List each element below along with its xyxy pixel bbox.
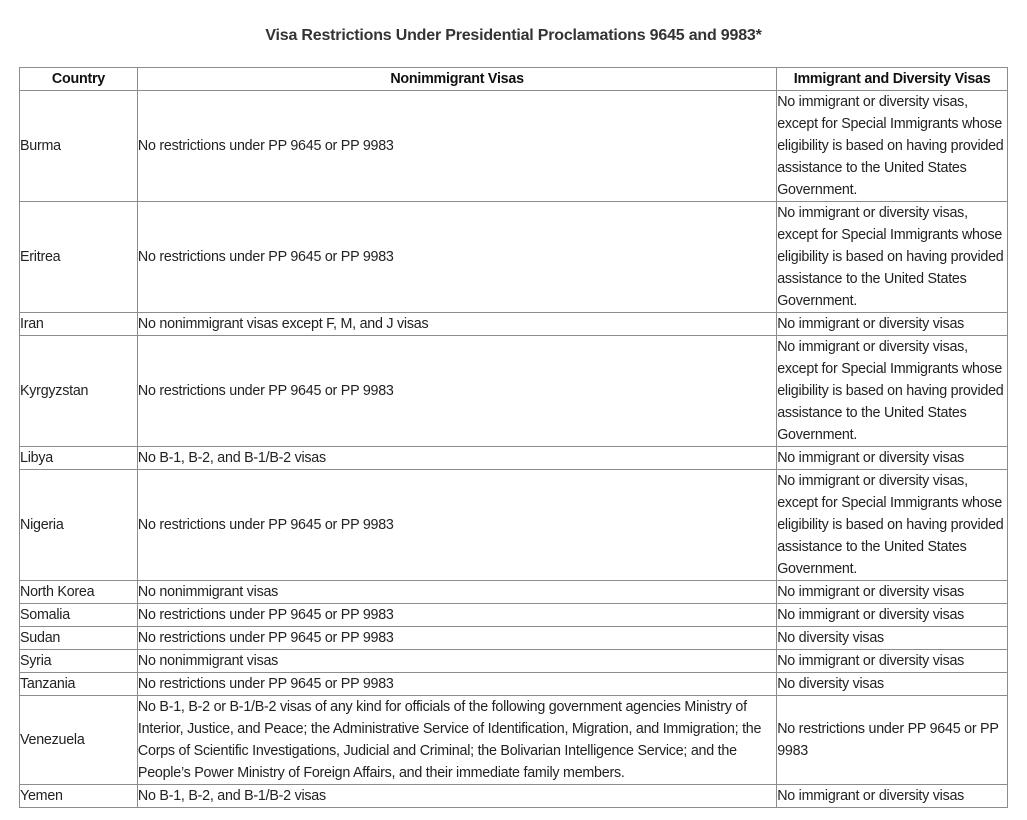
immigrant-cell: No immigrant or diversity visas — [777, 581, 1008, 604]
table-row — [20, 673, 1008, 696]
country-cell: Eritrea — [20, 202, 138, 313]
immigrant-cell: No immigrant or diversity visas — [777, 447, 1008, 470]
immigrant-cell: No restrictions under PP 9645 or PP 9983 — [777, 696, 1008, 785]
immigrant-cell: No immigrant or diversity visas — [777, 313, 1008, 336]
table-row — [20, 447, 1008, 470]
country-cell: Somalia — [20, 604, 138, 627]
table-row — [20, 202, 1008, 313]
immigrant-cell: No diversity visas — [777, 627, 1008, 650]
table-row — [20, 336, 1008, 447]
table-header-row — [20, 68, 1008, 91]
immigrant-cell: No diversity visas — [777, 673, 1008, 696]
table-row — [20, 785, 1008, 808]
country-cell: Libya — [20, 447, 138, 470]
nonimmigrant-cell: No nonimmigrant visas except F, M, and J visas — [137, 313, 776, 336]
country-cell: North Korea — [20, 581, 138, 604]
country-cell: Syria — [20, 650, 138, 673]
immigrant-cell: No immigrant or diversity visas, except for Special Immigrants whose eligibility is based on having provided assistance to the United States Government. — [777, 470, 1008, 581]
country-cell: Tanzania — [20, 673, 138, 696]
table-row — [20, 604, 1008, 627]
table-row — [20, 627, 1008, 650]
nonimmigrant-cell: No B-1, B-2, and B-1/B-2 visas — [137, 785, 776, 808]
immigrant-cell: No immigrant or diversity visas, except for Special Immigrants whose eligibility is based on having provided assistance to the United States Government. — [777, 91, 1008, 202]
table-row — [20, 650, 1008, 673]
country-cell: Burma — [20, 91, 138, 202]
table-row — [20, 696, 1008, 785]
country-cell: Nigeria — [20, 470, 138, 581]
header-country: Country — [20, 68, 138, 91]
nonimmigrant-cell: No restrictions under PP 9645 or PP 9983 — [137, 202, 776, 313]
country-cell: Sudan — [20, 627, 138, 650]
nonimmigrant-cell: No B-1, B-2, and B-1/B-2 visas — [137, 447, 776, 470]
table-row — [20, 313, 1008, 336]
header-nonimmigrant-visas: Nonimmigrant Visas — [137, 68, 776, 91]
nonimmigrant-cell: No B-1, B-2 or B-1/B-2 visas of any kind for officials of the following government agencies Ministry of Interior, Justice, and Peace; the Administrative Service of Identification, Migration, and Immigration; the Corps of Scientific Investigations, Judicial and Criminal; the Bolivarian Intelligence Service; and the People’s Power Ministry of Foreign Affairs, and their immediate family members. — [137, 696, 776, 785]
nonimmigrant-cell: No restrictions under PP 9645 or PP 9983 — [137, 627, 776, 650]
immigrant-cell: No immigrant or diversity visas — [777, 650, 1008, 673]
country-cell: Iran — [20, 313, 138, 336]
country-cell: Kyrgyzstan — [20, 336, 138, 447]
immigrant-cell: No immigrant or diversity visas, except for Special Immigrants whose eligibility is based on having provided assistance to the United States Government. — [777, 336, 1008, 447]
nonimmigrant-cell: No restrictions under PP 9645 or PP 9983 — [137, 604, 776, 627]
table-row — [20, 581, 1008, 604]
nonimmigrant-cell: No restrictions under PP 9645 or PP 9983 — [137, 336, 776, 447]
nonimmigrant-cell: No nonimmigrant visas — [137, 650, 776, 673]
nonimmigrant-cell: No restrictions under PP 9645 or PP 9983 — [137, 470, 776, 581]
immigrant-cell: No immigrant or diversity visas, except for Special Immigrants whose eligibility is based on having provided assistance to the United States Government. — [777, 202, 1008, 313]
nonimmigrant-cell: No restrictions under PP 9645 or PP 9983 — [137, 673, 776, 696]
page-title: Visa Restrictions Under Presidential Proclamations 9645 and 9983* — [265, 27, 762, 44]
nonimmigrant-cell: No nonimmigrant visas — [137, 581, 776, 604]
nonimmigrant-cell: No restrictions under PP 9645 or PP 9983 — [137, 91, 776, 202]
country-cell: Venezuela — [20, 696, 138, 785]
immigrant-cell: No immigrant or diversity visas — [777, 785, 1008, 808]
header-immigrant-diversity-visas: Immigrant and Diversity Visas — [777, 68, 1008, 91]
table-row — [20, 470, 1008, 581]
immigrant-cell: No immigrant or diversity visas — [777, 604, 1008, 627]
country-cell: Yemen — [20, 785, 138, 808]
visa-restrictions-table — [19, 67, 1008, 808]
table-row — [20, 91, 1008, 202]
